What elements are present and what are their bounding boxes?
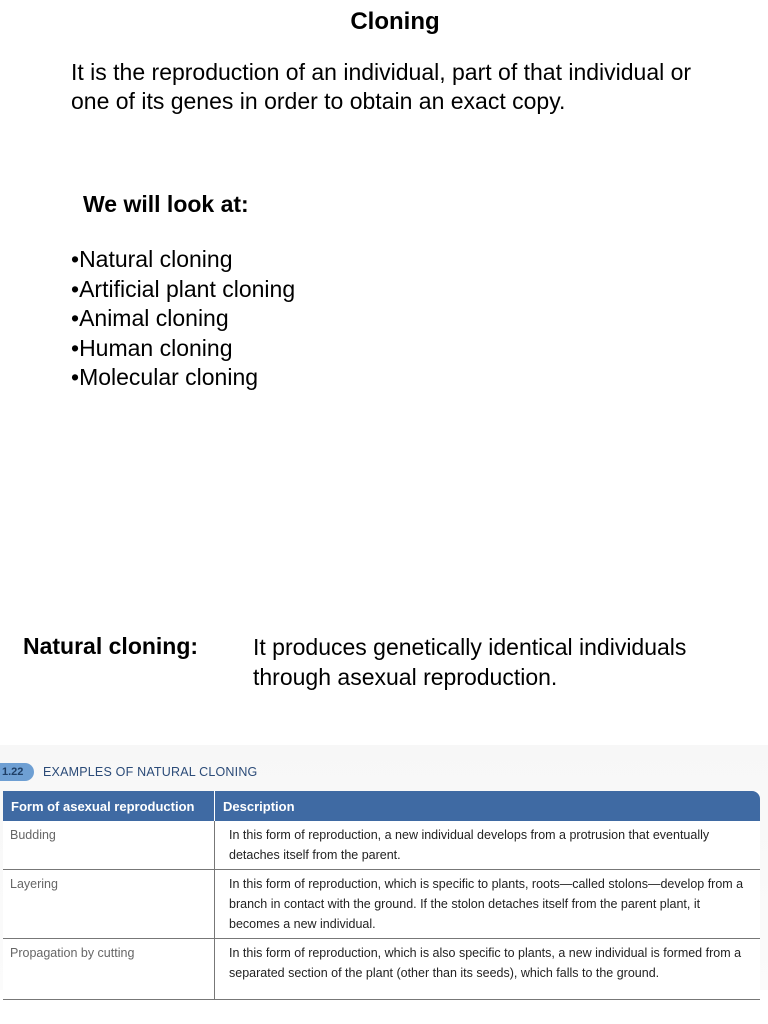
form-cell: Budding [3, 821, 215, 870]
list-item: • Natural cloning [71, 245, 295, 275]
natural-cloning-table [3, 791, 760, 1000]
table-row [3, 870, 760, 939]
list-item: • Molecular cloning [71, 363, 295, 393]
description-cell: In this form of reproduction, which is also specific to plants, a new individual is formed from a separated section of the plant (other than its seeds), which falls to the ground. [215, 939, 761, 1000]
list-item: • Human cloning [71, 334, 295, 364]
description-cell: In this form of reproduction, a new individual develops from a protrusion that eventually detaches itself from the parent. [215, 821, 761, 870]
list-item: • Animal cloning [71, 304, 295, 334]
table-caption [0, 762, 257, 782]
table-header-row [3, 791, 760, 821]
table-caption-text: EXAMPLES OF NATURAL CLONING [43, 765, 258, 779]
page-title: Cloning [350, 8, 440, 35]
natural-cloning-label: Natural cloning: [23, 633, 199, 659]
form-cell: Layering [3, 870, 215, 939]
column-header-description: Description [215, 791, 761, 821]
table-row [3, 939, 760, 1000]
list-item: • Artificial plant cloning [71, 275, 295, 305]
description-cell: In this form of reproduction, which is specific to plants, roots—called stolons—develop from a branch in contact with the ground. If the stolon detaches itself from the parent plant, it becomes a new individual. [215, 870, 761, 939]
column-header-form: Form of asexual reproduction [3, 791, 215, 821]
natural-cloning-text: It produces genetically identical individuals through asexual reproduction. [253, 634, 687, 690]
form-cell: Propagation by cutting [3, 939, 215, 1000]
topics-heading: We will look at: [83, 191, 249, 217]
definition-text: It is the reproduction of an individual, part of that individual or one of its genes in order to obtain an exact copy. [71, 59, 692, 114]
figure-number-badge: 1.22 [0, 763, 34, 781]
table-row [3, 821, 760, 870]
topics-list [71, 245, 295, 393]
